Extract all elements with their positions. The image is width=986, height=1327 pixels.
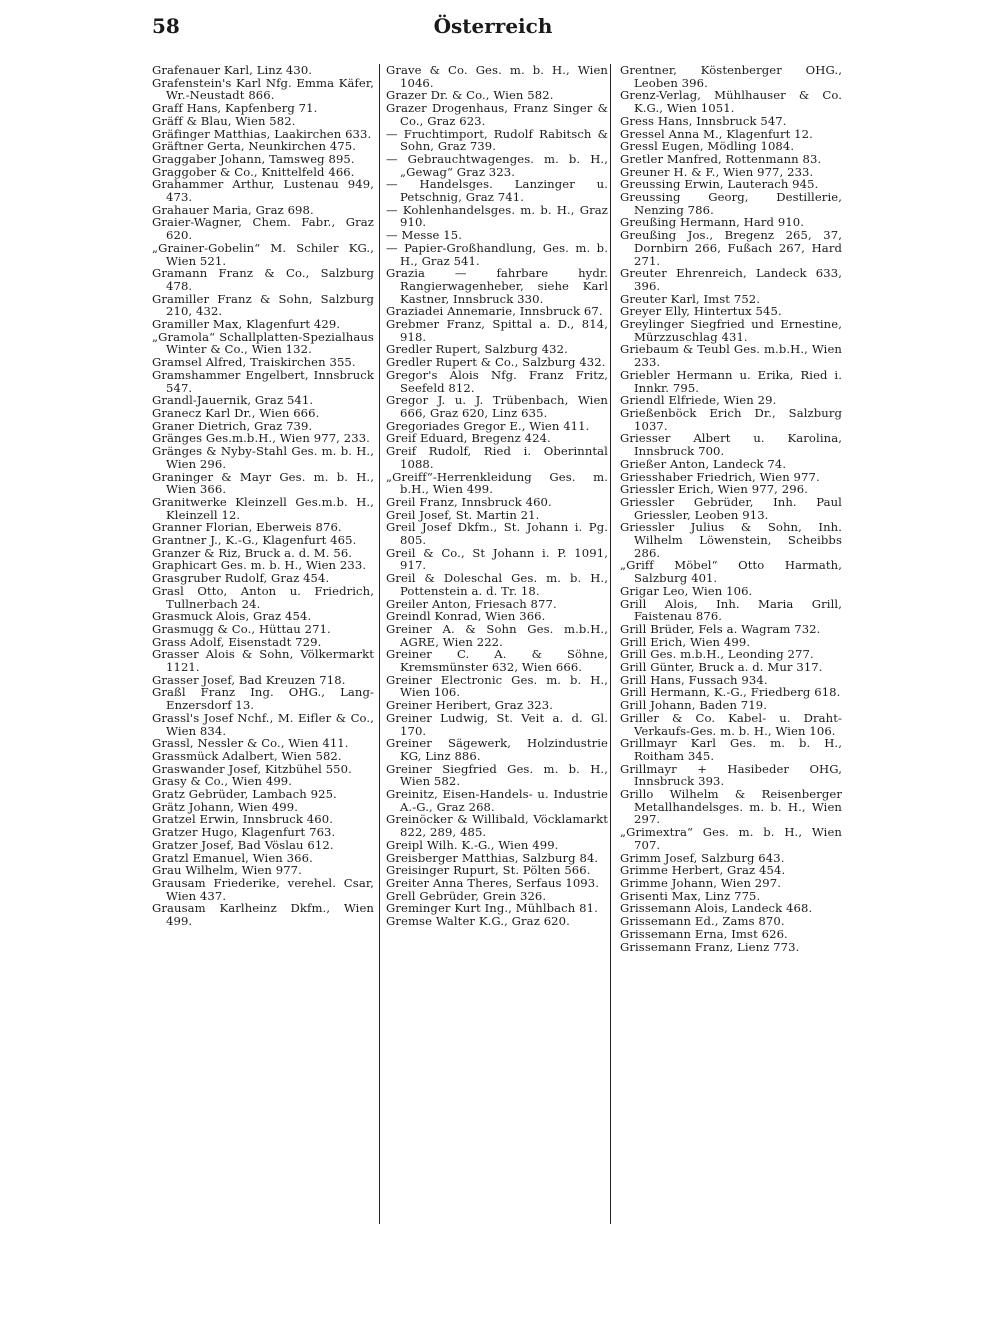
- directory-column-1: [152, 64, 374, 928]
- directory-entry: Grafenauer Karl, Linz 430.: [152, 63, 313, 77]
- directory-entry: Grassl's Josef Nchf., M. Eifler & Co., Wien 834.: [152, 710, 374, 738]
- directory-entry: Grissemann Ed., Zams 870.: [620, 914, 785, 929]
- directory-entry: — Papier-Großhandlung, Ges. m. b. H., Graz 541.: [386, 240, 608, 268]
- column-divider: [379, 64, 380, 1224]
- directory-entry: Graggaber Johann, Tamsweg 895.: [152, 151, 355, 166]
- directory-entry: Graninger & Mayr Ges. m. b. H., Wien 366.: [152, 469, 374, 497]
- directory-entry: — Handelsges. Lanzinger u. Petschnig, Graz 741.: [386, 177, 608, 205]
- directory-entry: Gredler Rupert, Salzburg 432.: [386, 342, 568, 357]
- directory-entry: „Griff Möbel“ Otto Harmath, Salzburg 401.: [620, 558, 842, 586]
- directory-entry: Greisberger Matthias, Salzburg 84.: [386, 850, 599, 865]
- directory-column-3: [620, 64, 842, 953]
- directory-entry: — Kohlenhandelsges. m. b. H., Graz 910.: [386, 202, 608, 230]
- directory-entry: „Greiff“-Herrenkleidung Ges. m. b.H., Wien 499.: [386, 469, 608, 497]
- directory-entry: Grießer Anton, Landeck 74.: [620, 456, 787, 471]
- directory-entry: Gräftner Gerta, Neunkirchen 475.: [152, 139, 357, 154]
- directory-entry: Grassl, Nessler & Co., Wien 411.: [152, 736, 349, 751]
- directory-entry: Griendl Elfriede, Wien 29.: [620, 393, 777, 408]
- directory-entry: Greuner H. & F., Wien 977, 233.: [620, 164, 814, 179]
- directory-entry: Griebler Hermann u. Erika, Ried i. Innkr. 795.: [620, 367, 842, 395]
- directory-entry: Griebaum & Teubl Ges. m.b.H., Wien 233.: [620, 342, 842, 370]
- directory-entry: Grantner J., K.-G., Klagenfurt 465.: [152, 533, 357, 548]
- directory-entry: Grillmayr Karl Ges. m. b. H., Roitham 345.: [620, 736, 842, 763]
- directory-entry: Grass Adolf, Eisenstadt 729.: [152, 634, 322, 649]
- directory-entry: Grazer Dr. & Co., Wien 582.: [386, 88, 554, 103]
- directory-entry: — Fruchtimport, Rudolf Rabitsch & Sohn, Graz 739.: [386, 126, 608, 154]
- directory-entry: Grasl Otto, Anton u. Friedrich, Tullnerbach 24.: [152, 583, 374, 611]
- directory-entry: Gressl Eugen, Mödling 1084.: [620, 139, 795, 154]
- directory-entry: Grissemann Franz, Lienz 773.: [620, 939, 800, 954]
- directory-entry: Grave & Co. Ges. m. b. H., Wien 1046.: [386, 63, 608, 90]
- directory-entry: Greinitz, Eisen-Handels- u. Industrie A.-G., Graz 268.: [386, 787, 608, 814]
- directory-entry: Gräff & Blau, Wien 582.: [152, 113, 296, 128]
- directory-entry: „Grainer-Gobelin“ M. Schiler KG., Wien 521.: [152, 240, 374, 268]
- directory-entry: Greussing Georg, Destillerie, Nenzing 786.: [620, 190, 842, 217]
- directory-entry: Graggober & Co., Knittelfeld 466.: [152, 164, 355, 179]
- directory-entry: Greif Rudolf, Ried i. Oberinntal 1088.: [386, 444, 608, 471]
- directory-entry: „Grimextra“ Ges. m. b. H., Wien 707.: [620, 825, 842, 852]
- directory-entry: Grasgruber Rudolf, Graz 454.: [152, 571, 330, 586]
- directory-entry: Grasmugg & Co., Hüttau 271.: [152, 621, 331, 636]
- directory-entry: Greindl Konrad, Wien 366.: [386, 609, 546, 624]
- directory-entry: Greyer Elly, Hintertux 545.: [620, 304, 782, 319]
- directory-entry: Greinöcker & Willibald, Vöcklamarkt 822, 289, 485.: [386, 812, 608, 840]
- column-divider: [610, 64, 611, 1224]
- directory-column-2: [386, 64, 608, 928]
- page-number: 58: [152, 14, 180, 38]
- directory-entry: Greipl Wilh. K.-G., Wien 499.: [386, 837, 559, 852]
- directory-entry: Greylinger Siegfried und Ernestine, Mürzzuschlag 431.: [620, 317, 842, 344]
- directory-entry: Greil Franz, Innsbruck 460.: [386, 494, 552, 509]
- directory-entry: Grill Ges. m.b.H., Leonding 277.: [620, 647, 814, 662]
- directory-entry: Grimme Herbert, Graz 454.: [620, 863, 786, 878]
- directory-entry: Grill Hermann, K.-G., Friedberg 618.: [620, 685, 841, 700]
- directory-entry: Grisenti Max, Linz 775.: [620, 888, 761, 903]
- directory-entry: Greuter Ehrenreich, Landeck 633, 396.: [620, 266, 842, 293]
- directory-entry: Greil & Co., St Johann i. P. 1091, 917.: [386, 545, 608, 573]
- directory-entry: „Gramola“ Schallplatten-Spezialhaus Winter & Co., Wien 132.: [152, 329, 374, 357]
- directory-entry: Griesshaber Friedrich, Wien 977.: [620, 469, 820, 484]
- directory-entry: Gränges Ges.m.b.H., Wien 977, 233.: [152, 431, 370, 446]
- directory-entry: Gramiller Max, Klagenfurt 429.: [152, 317, 341, 332]
- directory-entry: Greiner Heribert, Graz 323.: [386, 698, 554, 713]
- directory-entry: Grätz Johann, Wien 499.: [152, 799, 299, 814]
- directory-entry: Grasy & Co., Wien 499.: [152, 774, 293, 789]
- page-title: Österreich: [433, 14, 553, 38]
- directory-entry: Griesser Albert u. Karolina, Innsbruck 700.: [620, 431, 842, 459]
- directory-entry: Gräfinger Matthias, Laakirchen 633.: [152, 126, 372, 141]
- directory-entry: Gratzer Hugo, Klagenfurt 763.: [152, 825, 336, 840]
- directory-entry: Greminger Kurt Ing., Mühlbach 81.: [386, 901, 598, 916]
- directory-entry: Grasser Josef, Bad Kreuzen 718.: [152, 672, 346, 687]
- directory-entry: Graff Hans, Kapfenberg 71.: [152, 101, 318, 116]
- directory-entry: Griessler Julius & Sohn, Inh. Wilhelm Löwenstein, Scheibbs 286.: [620, 520, 842, 560]
- directory-entry: Grissemann Alois, Landeck 468.: [620, 901, 813, 916]
- directory-entry: Granner Florian, Eberweis 876.: [152, 520, 342, 535]
- directory-entry: Greiler Anton, Friesach 877.: [386, 596, 557, 611]
- directory-entry: Grill Brüder, Fels a. Wagram 732.: [620, 621, 821, 636]
- directory-entry: Greussing Erwin, Lauterach 945.: [620, 177, 819, 192]
- directory-entry: Greiner Siegfried Ges. m. b. H., Wien 582.: [386, 761, 608, 789]
- directory-entry: Grassmück Adalbert, Wien 582.: [152, 748, 342, 763]
- directory-entry: Grießenböck Erich Dr., Salzburg 1037.: [620, 405, 842, 433]
- directory-entry: Gramann Franz & Co., Salzburg 478.: [152, 266, 374, 293]
- directory-entry: Gramshammer Engelbert, Innsbruck 547.: [152, 367, 374, 395]
- directory-entry: Graner Dietrich, Graz 739.: [152, 418, 313, 433]
- directory-entry: Greisinger Rupurt, St. Pölten 566.: [386, 863, 591, 878]
- directory-entry: Grausam Friederike, verehel. Csar, Wien 437.: [152, 876, 374, 903]
- directory-entry: Grahammer Arthur, Lustenau 949, 473.: [152, 177, 374, 205]
- directory-entry: Grill Erich, Wien 499.: [620, 634, 751, 649]
- directory-entry: Graßl Franz Ing. OHG., Lang-Enzersdorf 13.: [152, 685, 374, 713]
- directory-entry: Gratzl Emanuel, Wien 366.: [152, 850, 313, 865]
- directory-entry: Granzer & Riz, Bruck a. d. M. 56.: [152, 545, 353, 560]
- directory-entry: Gregoriades Gregor E., Wien 411.: [386, 418, 590, 433]
- directory-entry: Grahauer Maria, Graz 698.: [152, 202, 314, 217]
- directory-entry: Gress Hans, Innsbruck 547.: [620, 113, 787, 128]
- directory-entry: Greil Josef Dkfm., St. Johann i. Pg. 805.: [386, 520, 608, 548]
- directory-entry: Grasser Alois & Sohn, Völkermarkt 1121.: [152, 647, 374, 675]
- directory-entry: Granecz Karl Dr., Wien 666.: [152, 405, 320, 420]
- directory-entry: Griessler Gebrüder, Inh. Paul Griessler, Leoben 913.: [620, 494, 842, 522]
- directory-entry: Grasmuck Alois, Graz 454.: [152, 609, 312, 624]
- directory-entry: Griller & Co. Kabel- u. Draht-Verkaufs-Ges. m. b. H., Wien 106.: [620, 710, 842, 738]
- directory-entry: Grill Alois, Inh. Maria Grill, Faistenau 876.: [620, 596, 842, 624]
- directory-entry: Grimm Josef, Salzburg 643.: [620, 850, 785, 865]
- directory-entry: Gretler Manfred, Rottenmann 83.: [620, 151, 822, 166]
- directory-entry: Greuter Karl, Imst 752.: [620, 291, 761, 306]
- directory-entry: Gratzer Josef, Bad Vöslau 612.: [152, 837, 334, 852]
- directory-entry: Grell Gebrüder, Grein 326.: [386, 888, 547, 903]
- page-header: [0, 14, 986, 44]
- directory-entry: Gramsel Alfred, Traiskirchen 355.: [152, 355, 356, 370]
- directory-entry: Granitwerke Kleinzell Ges.m.b. H., Kleinzell 12.: [152, 494, 374, 522]
- directory-entry: Grissemann Erna, Imst 626.: [620, 926, 788, 941]
- directory-entry: Grausam Karlheinz Dkfm., Wien 499.: [152, 901, 374, 929]
- directory-entry: Gratz Gebrüder, Lambach 925.: [152, 787, 337, 802]
- directory-entry: Grill Günter, Bruck a. d. Mur 317.: [620, 660, 823, 675]
- directory-entry: Grimme Johann, Wien 297.: [620, 876, 782, 890]
- directory-entry: Graier-Wagner, Chem. Fabr., Graz 620.: [152, 215, 374, 243]
- directory-entry: Gremse Walter K.G., Graz 620.: [386, 914, 570, 929]
- directory-entry: — Messe 15.: [386, 228, 462, 243]
- directory-entry: Greif Eduard, Bregenz 424.: [386, 431, 551, 446]
- directory-entry: Greil Josef, St. Martin 21.: [386, 507, 540, 522]
- directory-entry: Greiner Ludwig, St. Veit a. d. Gl. 170.: [386, 710, 608, 738]
- directory-entry: Grebmer Franz, Spittal a. D., 814, 918.: [386, 317, 608, 344]
- directory-entry: Greußing Hermann, Hard 910.: [620, 215, 805, 230]
- directory-entry: Gregor's Alois Nfg. Franz Fritz, Seefeld 812.: [386, 367, 608, 395]
- directory-entry: Grentner, Köstenberger OHG., Leoben 396.: [620, 63, 842, 90]
- directory-entry: Greiter Anna Theres, Serfaus 1093.: [386, 876, 600, 890]
- directory-entry: Greiner C. A. & Söhne, Kremsmünster 632, Wien 666.: [386, 647, 608, 675]
- directory-entry: Grafenstein's Karl Nfg. Emma Käfer, Wr.-Neustadt 866.: [152, 75, 374, 103]
- directory-entry: Gramiller Franz & Sohn, Salzburg 210, 432.: [152, 291, 374, 319]
- directory-entry: Grillmayr + Hasibeder OHG, Innsbruck 393.: [620, 761, 842, 789]
- directory-entry: Griessler Erich, Wien 977, 296.: [620, 482, 808, 497]
- directory-entry: Graphicart Ges. m. b. H., Wien 233.: [152, 558, 367, 573]
- directory-entry: Greiner Electronic Ges. m. b. H., Wien 106.: [386, 672, 608, 700]
- directory-entry: Grill Hans, Fussach 934.: [620, 672, 768, 687]
- directory-entry: Grill Johann, Baden 719.: [620, 698, 768, 713]
- directory-entry: Grillo Wilhelm & Reisenberger Metallhandelsges. m. b. H., Wien 297.: [620, 787, 842, 827]
- directory-entry: Greußing Jos., Bregenz 265, 37, Dornbirn 266, Fußach 267, Hard 271.: [620, 228, 842, 268]
- directory-entry: Grenz-Verlag, Mühlhauser & Co. K.G., Wien 1051.: [620, 88, 842, 116]
- directory-entry: Graswander Josef, Kitzbühel 550.: [152, 761, 352, 776]
- directory-entry: Greiner Sägewerk, Holzindustrie KG, Linz 886.: [386, 736, 608, 763]
- directory-entry: Gratzel Erwin, Innsbruck 460.: [152, 812, 334, 827]
- directory-entry: — Gebrauchtwagenges. m. b. H., „Gewag“ Graz 323.: [386, 151, 608, 179]
- directory-entry: Gredler Rupert & Co., Salzburg 432.: [386, 355, 606, 370]
- directory-entry: Gressel Anna M., Klagenfurt 12.: [620, 126, 813, 141]
- directory-entry: Grigar Leo, Wien 106.: [620, 583, 753, 598]
- directory-entry: Gregor J. u. J. Trübenbach, Wien 666, Graz 620, Linz 635.: [386, 393, 608, 420]
- directory-entry: Greil & Doleschal Ges. m. b. H., Pottenstein a. d. Tr. 18.: [386, 571, 608, 598]
- directory-entry: Grazia — fahrbare hydr. Rangierwagenheber, siehe Karl Kastner, Innsbruck 330.: [386, 266, 608, 306]
- directory-entry: Grazer Drogenhaus, Franz Singer & Co., Graz 623.: [386, 101, 608, 128]
- directory-entry: Graziadei Annemarie, Innsbruck 67.: [386, 304, 603, 319]
- directory-entry: Grau Wilhelm, Wien 977.: [152, 863, 302, 878]
- directory-entry: Gränges & Nyby-Stahl Ges. m. b. H., Wien 296.: [152, 444, 374, 471]
- directory-entry: Grandl-Jauernik, Graz 541.: [152, 393, 314, 408]
- directory-entry: Greiner A. & Sohn Ges. m.b.H., AGRE, Wien 222.: [386, 621, 608, 649]
